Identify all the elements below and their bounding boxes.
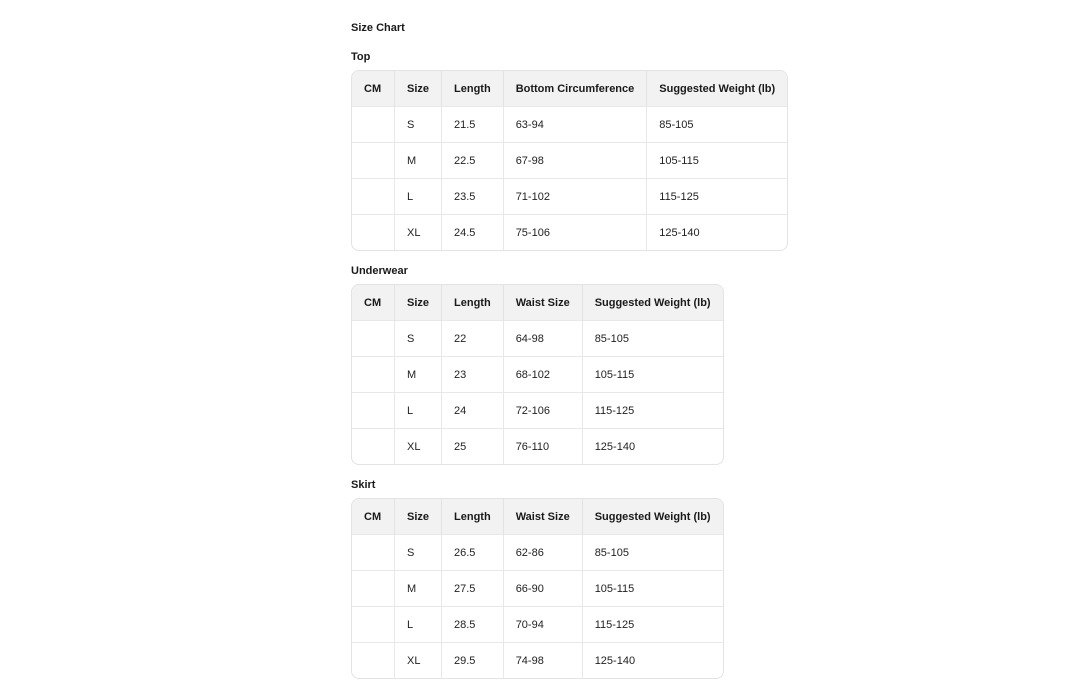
table-cell [352,607,395,643]
column-header: CM [352,71,395,107]
table-cell: 105-115 [582,571,722,607]
size-table-grid [352,285,723,464]
size-table [351,70,788,251]
table-cell [352,215,395,251]
column-header: Bottom Circumference [503,71,647,107]
table-cell: 22 [442,321,504,357]
column-header: CM [352,285,395,321]
size-table [351,284,724,465]
table-row [352,571,723,607]
column-header: Length [442,285,504,321]
table-cell [352,107,395,143]
table-cell: XL [395,215,442,251]
table-cell [352,143,395,179]
table-cell: 72-106 [503,393,582,429]
table-cell: 22.5 [442,143,504,179]
table-cell: 63-94 [503,107,647,143]
table-cell: S [395,107,442,143]
table-cell: L [395,393,442,429]
table-cell: 64-98 [503,321,582,357]
table-cell: 26.5 [442,535,504,571]
table-cell: 115-125 [647,179,787,215]
column-header: Suggested Weight (lb) [582,499,722,535]
table-cell: L [395,179,442,215]
table-cell: 105-115 [582,357,722,393]
column-header: Suggested Weight (lb) [647,71,787,107]
column-header: CM [352,499,395,535]
table-row [352,429,723,465]
table-cell: 68-102 [503,357,582,393]
table-cell: M [395,571,442,607]
table-cell [352,429,395,465]
table-header-row [352,285,723,321]
column-header: Size [395,71,442,107]
table-cell: 67-98 [503,143,647,179]
table-cell: 24.5 [442,215,504,251]
table-cell: XL [395,643,442,679]
table-cell: 70-94 [503,607,582,643]
table-row [352,179,787,215]
table-cell: 85-105 [647,107,787,143]
table-row [352,143,787,179]
table-row [352,357,723,393]
column-header: Length [442,71,504,107]
table-row [352,107,787,143]
size-chart [351,20,788,691]
table-cell: 125-140 [582,643,722,679]
column-header: Length [442,499,504,535]
section-heading: Skirt [351,479,376,491]
table-cell: 115-125 [582,607,722,643]
table-cell: 21.5 [442,107,504,143]
page-title: Size Chart [351,22,405,34]
table-cell: 24 [442,393,504,429]
table-row [352,607,723,643]
section-heading: Underwear [351,265,408,277]
table-cell: 115-125 [582,393,722,429]
table-cell: 23.5 [442,179,504,215]
table-cell: 27.5 [442,571,504,607]
table-cell: 105-115 [647,143,787,179]
table-cell: 125-140 [582,429,722,465]
table-cell: S [395,535,442,571]
table-cell: 85-105 [582,321,722,357]
table-row [352,393,723,429]
table-cell: 25 [442,429,504,465]
table-row [352,321,723,357]
table-cell [352,571,395,607]
table-cell: M [395,357,442,393]
table-cell: 85-105 [582,535,722,571]
table-cell [352,357,395,393]
table-cell [352,321,395,357]
section-heading: Top [351,51,371,63]
table-cell: 28.5 [442,607,504,643]
table-row [352,535,723,571]
table-cell: 75-106 [503,215,647,251]
table-cell: 62-86 [503,535,582,571]
table-header-row [352,499,723,535]
table-cell [352,179,395,215]
column-header: Waist Size [503,499,582,535]
table-cell: 74-98 [503,643,582,679]
size-table [351,498,724,679]
column-header: Size [395,285,442,321]
column-header: Suggested Weight (lb) [582,285,722,321]
size-sections [351,49,788,691]
size-table-grid [352,71,787,250]
table-cell [352,393,395,429]
table-cell: 125-140 [647,215,787,251]
table-row [352,643,723,679]
table-row [352,215,787,251]
table-cell: 76-110 [503,429,582,465]
table-header-row [352,71,787,107]
table-cell: M [395,143,442,179]
table-cell: 23 [442,357,504,393]
table-cell: 66-90 [503,571,582,607]
column-header: Size [395,499,442,535]
table-cell: 29.5 [442,643,504,679]
column-header: Waist Size [503,285,582,321]
table-cell: 71-102 [503,179,647,215]
table-cell: XL [395,429,442,465]
table-cell: L [395,607,442,643]
size-table-grid [352,499,723,678]
table-cell: S [395,321,442,357]
table-cell [352,535,395,571]
table-cell [352,643,395,679]
